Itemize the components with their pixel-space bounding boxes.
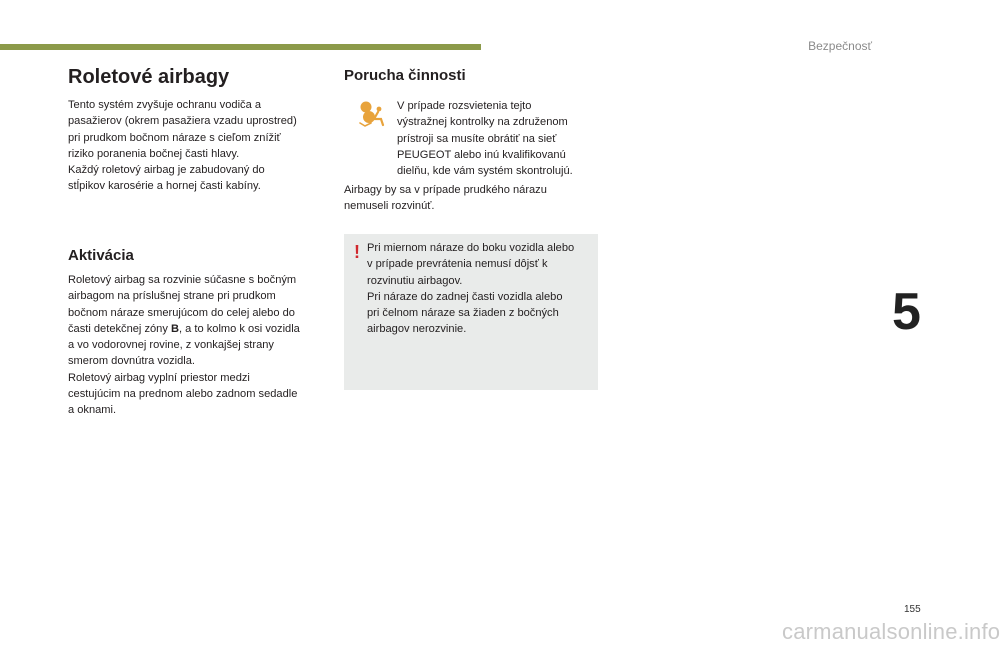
malfunction-heading: Porucha činnosti xyxy=(344,67,466,84)
activation-text: časti detekčnej zóny xyxy=(68,322,171,335)
activation-line: a vo vodorovnej rovine, z vonkajšej strany xyxy=(68,339,274,352)
intro-paragraph xyxy=(68,97,297,195)
activation-line: a oknami. xyxy=(68,404,117,417)
zone-b-label: B xyxy=(170,322,179,335)
header-accent-bar xyxy=(0,44,481,50)
page-title: Roletové airbagy xyxy=(68,66,230,88)
activation-heading: Aktivácia xyxy=(68,247,134,264)
activation-line: Roletový airbag sa rozvinie súčasne s bočným xyxy=(68,274,297,286)
caution-line: Pri miernom náraze do boku vozidla alebo xyxy=(367,242,575,254)
airbag-warning-lamp-icon xyxy=(356,101,386,127)
page-number: 155 xyxy=(904,604,921,615)
intro-line: Tento systém zvyšuje ochranu vodiča a xyxy=(68,99,262,111)
activation-line: smerom dovnútra vozidla. xyxy=(68,355,196,368)
intro-line: Každý roletový airbag je zabudovaný do xyxy=(68,164,265,177)
warning-lamp-paragraph xyxy=(397,98,573,179)
warning-line: dielňu, kde vám systém skontrolujú. xyxy=(397,165,573,178)
watermark: carmanualsonline.info xyxy=(782,619,1000,644)
activation-paragraph xyxy=(68,272,300,419)
exclamation-icon: ! xyxy=(354,242,360,262)
activation-line: Roletový airbag vyplní priestor medzi xyxy=(68,371,250,384)
caution-line: airbagov nerozvinie. xyxy=(367,323,467,336)
activation-line: cestujúcim na prednom alebo zadnom sedadle xyxy=(68,388,298,401)
intro-line: pri prudkom bočnom náraze s cieľom znížiť xyxy=(68,131,281,144)
caution-line: v prípade prevrátenia nemusí dôjsť k xyxy=(367,258,548,271)
warning-line: V prípade rozsvietenia tejto xyxy=(397,100,532,112)
section-title: Bezpečnosť xyxy=(808,39,872,53)
note-line: nemuseli rozvinúť. xyxy=(344,200,435,213)
caution-line: pri čelnom náraze sa žiaden z bočných xyxy=(367,307,559,320)
activation-text: , a to kolmo k osi vozidla xyxy=(179,322,300,335)
intro-line: pasažierov (okrem pasažiera vzadu uprostred) xyxy=(68,115,297,128)
caution-line: Pri náraze do zadnej časti vozidla alebo xyxy=(367,290,563,303)
chapter-number: 5 xyxy=(892,283,921,341)
warning-line: výstražnej kontrolky na združenom xyxy=(397,116,568,129)
activation-line: airbagom na príslušnej strane pri prudkom xyxy=(68,290,276,303)
caution-line: rozvinutiu airbagov. xyxy=(367,274,463,287)
warning-line: PEUGEOT alebo inú kvalifikovanú xyxy=(397,148,566,161)
intro-line: riziko poranenia bočnej časti hlavy. xyxy=(68,147,240,160)
activation-line: bočnom náraze smerujúcom do celej alebo do xyxy=(68,306,295,319)
activation-line xyxy=(68,321,300,337)
caution-paragraph xyxy=(367,240,574,338)
warning-line: prístroji sa musíte obrátiť na sieť xyxy=(397,132,557,145)
note-line: Airbagy by sa v prípade prudkého nárazu xyxy=(344,184,547,196)
note-paragraph xyxy=(344,182,547,215)
intro-line: stĺpikov karosérie a hornej časti kabíny. xyxy=(68,180,261,193)
